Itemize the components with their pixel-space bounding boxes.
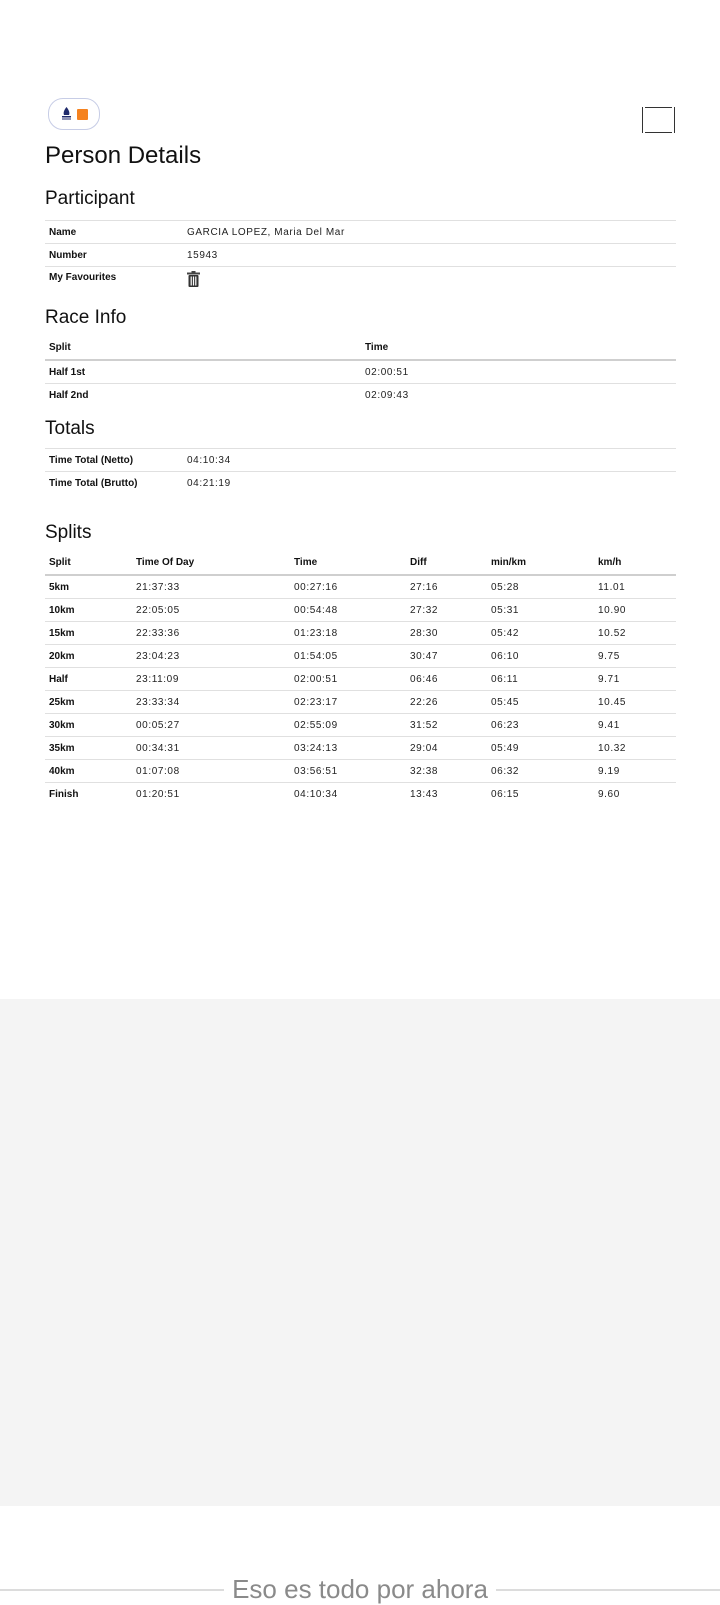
split-cell: 02:00:51: [290, 668, 406, 691]
split-cell: 00:05:27: [132, 714, 290, 737]
split-cell: 05:28: [487, 575, 594, 599]
split-cell: 03:56:51: [290, 760, 406, 783]
split-cell: 10km: [45, 599, 132, 622]
split-cell: 00:34:31: [132, 737, 290, 760]
column-header: Time: [290, 550, 406, 575]
split-cell: 28:30: [406, 622, 487, 645]
split-cell: 05:45: [487, 691, 594, 714]
split-cell: 10.45: [594, 691, 676, 714]
splits-table: [45, 550, 676, 805]
split-cell: 02:55:09: [290, 714, 406, 737]
split-cell: 21:37:33: [132, 575, 290, 599]
sponsor-logo-icon: [77, 109, 88, 120]
split-cell: 9.71: [594, 668, 676, 691]
split-cell: 5km: [45, 575, 132, 599]
split-cell: 9.60: [594, 783, 676, 806]
time-cell: 02:09:43: [361, 384, 676, 407]
split-cell: 03:24:13: [290, 737, 406, 760]
split-cell: 01:07:08: [132, 760, 290, 783]
split-cell: Half 1st: [45, 360, 361, 384]
split-cell: 05:42: [487, 622, 594, 645]
time-cell: 02:00:51: [361, 360, 676, 384]
name-label: Name: [45, 221, 183, 244]
column-header: Time: [361, 335, 676, 360]
split-cell: 9.41: [594, 714, 676, 737]
split-cell: 30km: [45, 714, 132, 737]
table-row: [45, 668, 676, 691]
split-cell: 06:11: [487, 668, 594, 691]
name-value: GARCIA LOPEZ, Maria Del Mar: [183, 221, 676, 244]
split-cell: 06:23: [487, 714, 594, 737]
table-row: [45, 267, 676, 296]
split-cell: 00:54:48: [290, 599, 406, 622]
page-title: Person Details: [45, 142, 202, 169]
split-cell: 40km: [45, 760, 132, 783]
split-cell: 04:10:34: [290, 783, 406, 806]
split-cell: 11.01: [594, 575, 676, 599]
split-cell: 29:04: [406, 737, 487, 760]
column-header: Time Of Day: [132, 550, 290, 575]
table-row: [45, 360, 676, 384]
footer-text: Eso es todo por ahora: [224, 1574, 496, 1604]
number-value: 15943: [183, 244, 676, 267]
split-cell: 01:23:18: [290, 622, 406, 645]
table-row: [45, 472, 676, 495]
split-cell: 06:32: [487, 760, 594, 783]
split-cell: 10.32: [594, 737, 676, 760]
split-cell: Half 2nd: [45, 384, 361, 407]
split-cell: 06:10: [487, 645, 594, 668]
totals-heading: Totals: [45, 418, 95, 439]
menu-button[interactable]: [642, 107, 675, 133]
participant-heading: Participant: [45, 188, 135, 209]
table-header-row: [45, 335, 676, 360]
event-logo-icon: [61, 106, 72, 122]
table-row: [45, 714, 676, 737]
split-cell: 27:16: [406, 575, 487, 599]
split-cell: Finish: [45, 783, 132, 806]
split-cell: 27:32: [406, 599, 487, 622]
table-row: [45, 760, 676, 783]
split-cell: 30:47: [406, 645, 487, 668]
column-header: Diff: [406, 550, 487, 575]
table-row: [45, 622, 676, 645]
total-netto-value: 04:10:34: [183, 449, 676, 472]
number-label: Number: [45, 244, 183, 267]
split-cell: 22:05:05: [132, 599, 290, 622]
split-cell: 25km: [45, 691, 132, 714]
total-netto-label: Time Total (Netto): [45, 449, 183, 472]
column-header: km/h: [594, 550, 676, 575]
split-cell: 06:15: [487, 783, 594, 806]
column-header: Split: [45, 335, 361, 360]
totals-table: [45, 448, 676, 494]
split-cell: 22:26: [406, 691, 487, 714]
participant-table: [45, 220, 676, 295]
split-cell: 9.19: [594, 760, 676, 783]
split-cell: 15km: [45, 622, 132, 645]
footer: [0, 1574, 720, 1605]
split-cell: 01:20:51: [132, 783, 290, 806]
table-row: [45, 244, 676, 267]
split-cell: 13:43: [406, 783, 487, 806]
split-cell: 31:52: [406, 714, 487, 737]
table-row: [45, 783, 676, 806]
table-row: [45, 449, 676, 472]
split-cell: 23:11:09: [132, 668, 290, 691]
split-cell: 10.52: [594, 622, 676, 645]
split-cell: 9.75: [594, 645, 676, 668]
event-logo[interactable]: [48, 98, 100, 130]
split-cell: 10.90: [594, 599, 676, 622]
split-cell: 05:49: [487, 737, 594, 760]
column-header: Split: [45, 550, 132, 575]
total-brutto-label: Time Total (Brutto): [45, 472, 183, 495]
table-row: [45, 691, 676, 714]
split-cell: 20km: [45, 645, 132, 668]
table-header-row: [45, 550, 676, 575]
split-cell: 22:33:36: [132, 622, 290, 645]
split-cell: 35km: [45, 737, 132, 760]
table-row: [45, 384, 676, 407]
race-info-table: [45, 335, 676, 406]
splits-heading: Splits: [45, 522, 92, 543]
column-header: min/km: [487, 550, 594, 575]
split-cell: 00:27:16: [290, 575, 406, 599]
split-cell: 23:33:34: [132, 691, 290, 714]
split-cell: 05:31: [487, 599, 594, 622]
split-cell: 32:38: [406, 760, 487, 783]
race-info-heading: Race Info: [45, 307, 127, 328]
split-cell: 06:46: [406, 668, 487, 691]
split-cell: 23:04:23: [132, 645, 290, 668]
favourites-cell: [183, 267, 676, 296]
split-cell: 01:54:05: [290, 645, 406, 668]
split-cell: 02:23:17: [290, 691, 406, 714]
favourites-label: My Favourites: [45, 267, 183, 296]
table-row: [45, 599, 676, 622]
table-row: [45, 645, 676, 668]
table-row: [45, 737, 676, 760]
table-row: [45, 221, 676, 244]
content-placeholder-panel: [0, 999, 720, 1506]
table-row: [45, 575, 676, 599]
split-cell: Half: [45, 668, 132, 691]
total-brutto-value: 04:21:19: [183, 472, 676, 495]
trash-icon[interactable]: [187, 271, 200, 287]
